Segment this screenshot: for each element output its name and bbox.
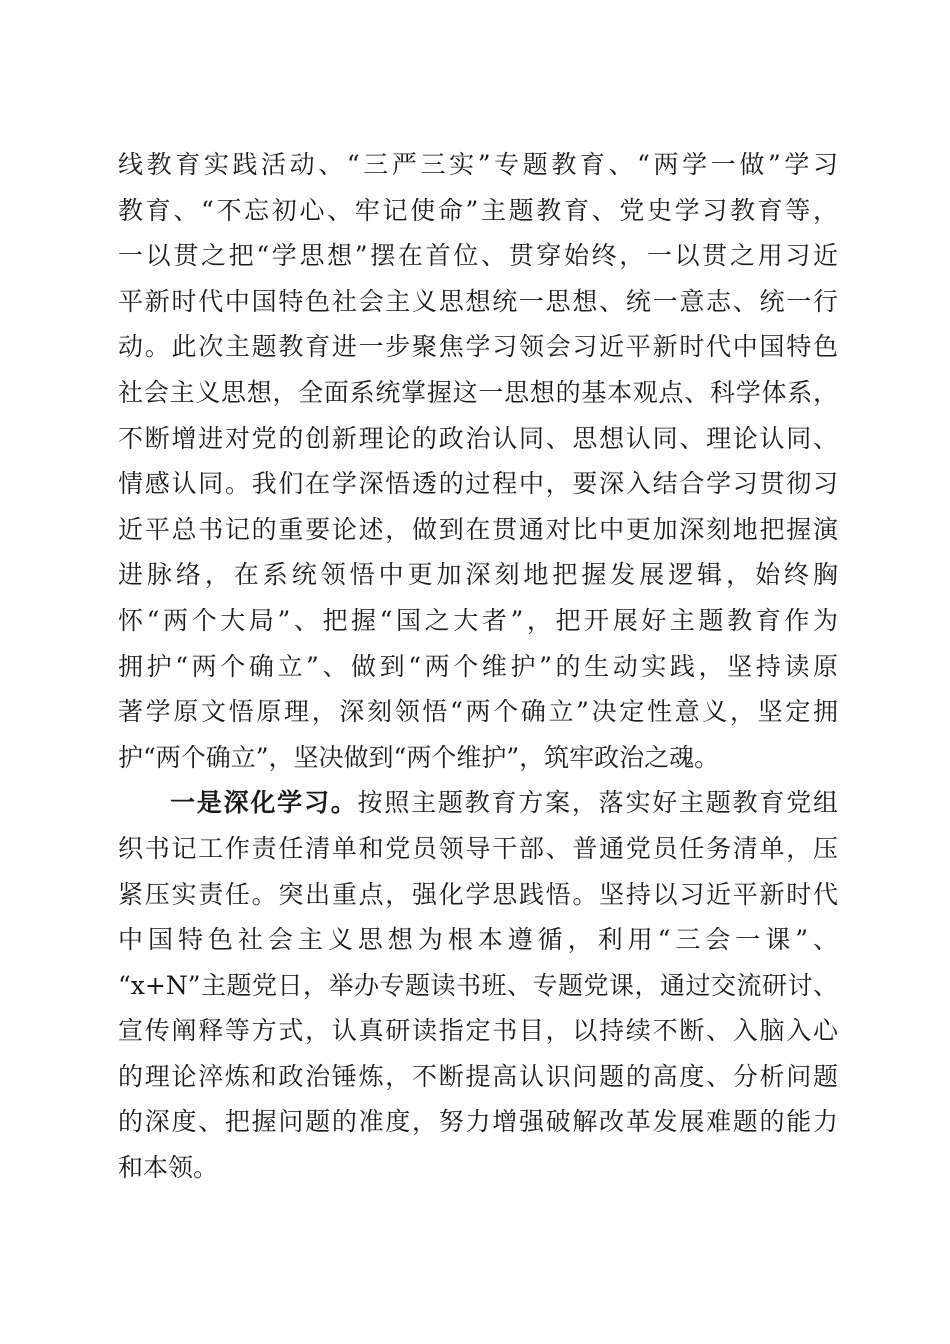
text-line: 宣传阐释等方式，认真研读指定书目，以持续不断、入脑入心 (118, 1016, 838, 1046)
text-line: 社会主义思想，全面系统掌握这一思想的基本观点、科学体系， (118, 377, 838, 407)
text-line: 线教育实践活动、“三严三实”专题教育、“两学一做”学习 (118, 150, 838, 179)
text-line: 和本领。 (118, 1153, 219, 1183)
text-line: 平新时代中国特色社会主义思想统一思想、统一意志、统一行 (118, 286, 838, 316)
text-line: 的深度、把握问题的准度，努力增强破解改革发展难题的能力 (118, 1107, 838, 1137)
text-line: 织书记工作责任清单和党员领导干部、普通党员任务清单，压 (118, 833, 838, 863)
text-line: 护“两个确立”，坚决做到“两个维护”，筑牢政治之魂。 (118, 742, 720, 772)
document-body (118, 142, 838, 1191)
text-line: 教育、“不忘初心、牢记使命”主题教育、党史学习教育等， (118, 195, 838, 225)
text-line: 著学原文悟原理，深刻领悟“两个确立”决定性意义，坚定拥 (118, 697, 838, 727)
text-line (118, 780, 838, 826)
text-line: 一以贯之把“学思想”摆在首位、贯穿始终，一以贯之用习近 (118, 241, 838, 271)
text-line: 拥护“两个确立”、做到“两个维护”的生动实践，坚持读原 (118, 651, 838, 681)
paragraph-lead-heading: 一是深化学习。 (170, 788, 358, 818)
text-line: 中国特色社会主义思想为根本遵循，利用“三会一课”、 (118, 925, 838, 955)
text-line: 紧压实责任。突出重点，强化学思践悟。坚持以习近平新时代 (118, 879, 838, 909)
text-line: 动。此次主题教育进一步聚焦学习领会习近平新时代中国特色 (118, 332, 838, 362)
text-line: 情感认同。我们在学深悟透的过程中，要深入结合学习贯彻习 (118, 469, 838, 499)
text-line: 怀“两个大局”、把握“国之大者”，把开展好主题教育作为 (118, 605, 838, 635)
text-line: 不断增进对党的创新理论的政治认同、思想认同、理论认同、 (118, 423, 838, 453)
text-line: 进脉络，在系统领悟中更加深刻地把握发展逻辑，始终胸 (118, 560, 838, 590)
paragraph-1 (118, 142, 838, 780)
text-line: “x+N”主题党日，举办专题读书班、专题党课，通过交流研讨、 (118, 970, 838, 1000)
text-span: 按照主题教育方案，落实好主题教育党组 (357, 788, 838, 818)
text-line: 近平总书记的重要论述，做到在贯通对比中更加深刻地把握演 (118, 514, 838, 544)
text-line: 的理论淬炼和政治锤炼，不断提高认识问题的高度、分析问题 (118, 1061, 838, 1091)
paragraph-2 (118, 780, 838, 1190)
